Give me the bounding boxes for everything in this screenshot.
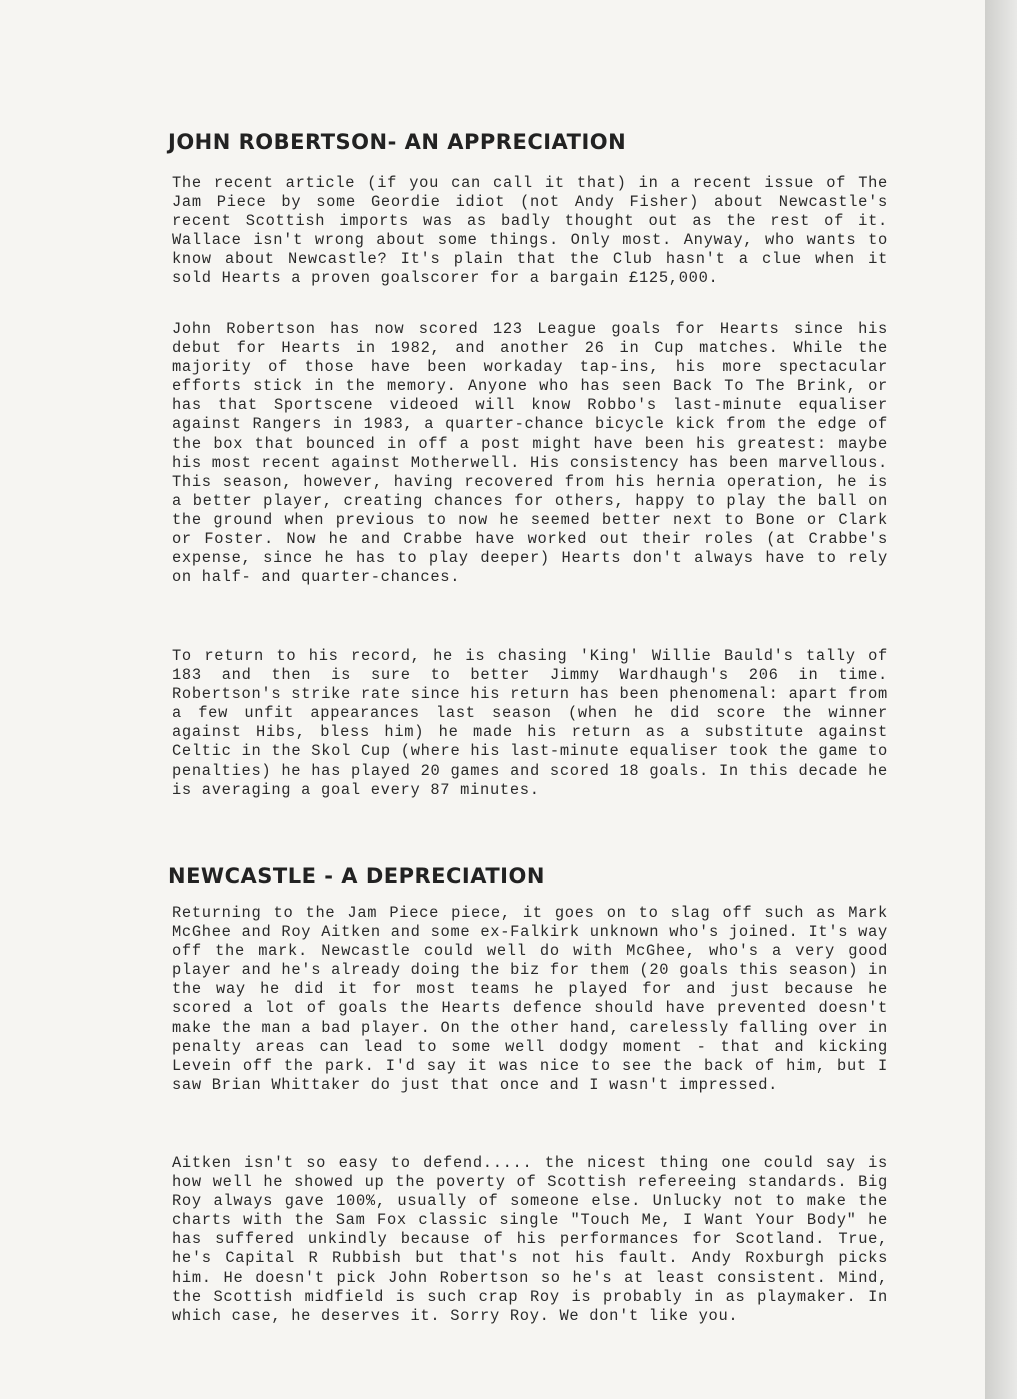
article-paragraph: The recent article (if you can call it that) in a recent issue of The Jam Piece by some Geordie idiot (not Andy Fisher) about Newcastle's recent Scottish imports was as badly thought out as the rest of it. Wallace isn't wrong about some things. Only most. Anyway, who wants to know about Newcastle? It's plain that the Club hasn't a clue when it sold Hearts a proven goalscorer for a bargain £125,000. [172,174,888,288]
page-edge-shadow [985,0,1017,1399]
article-paragraph: Returning to the Jam Piece piece, it goes on to slag off such as Mark McGhee and Roy Aitken and some ex-Falkirk unknown who's joined. It's way off the mark. Newcastle could well do with McGhee, who's a very good player and he's already doing the biz for them (20 goals this season) in the way he did it for most teams he played for and just because he scored a lot of goals the Hearts defence should have prevented doesn't make the man a bad player. On the other hand, carelessly falling over in penalty areas can lead to some well dodgy moment - that and kicking Levein off the park. I'd say it was nice to see the back of him, but I saw Brian Whittaker do just that once and I wasn't impressed. [172,904,888,1094]
article-paragraph: Aitken isn't so easy to defend..... the nicest thing one could say is how well he showed up the poverty of Scottish refereeing standards. Big Roy always gave 100%, usually of someone else. Unlucky not to make the charts with the Sam Fox classic single "Touch Me, I Want Your Body" he has suffered unkindly because of his performances for Scotland. True, he's Capital R Rubbish but that's not his fault. Andy Roxburgh picks him. He doesn't pick John Robertson so he's at least consistent. Mind, the Scottish midfield is such crap Roy is probably in as playmaker. In which case, he deserves it. Sorry Roy. We don't like you. [172,1154,888,1325]
article-heading-appreciation: JOHN ROBERTSON- AN APPRECIATION [168,130,627,154]
article-heading-depreciation: NEWCASTLE - A DEPRECIATION [168,864,545,888]
article-paragraph: To return to his record, he is chasing 'King' Willie Bauld's tally of 183 and then is sure to better Jimmy Wardhaugh's 206 in time. Robertson's strike rate since his return has been phenomenal: apart from a few unfit appearances last season (when he did score the winner against Hibs, bless him) he made his return as a substitute against Celtic in the Skol Cup (where his last-minute equaliser took the game to penalties) he has played 20 games and scored 18 goals. In this decade he is averaging a goal every 87 minutes. [172,647,888,799]
article-paragraph: John Robertson has now scored 123 League goals for Hearts since his debut for Hearts in 1982, and another 26 in Cup matches. While the majority of those have been workaday tap-ins, his more spectacular efforts stick in the memory. Anyone who has seen Back To The Brink, or has that Sportscene videoed will know Robbo's last-minute equaliser against Rangers in 1983, a quarter-chance bicycle kick from the edge of the box that bounced in off a post might have been his greatest: maybe his most recent against Motherwell. His consistency has been marvellous. This season, however, having recovered from his hernia operation, he is a better player, creating chances for others, happy to play the ball on the ground when previous to now he seemed better next to Bone or Clark or Foster. Now he and Crabbe have worked out their roles (at Crabbe's expense, since he has to play deeper) Hearts don't always have to rely on half- and quarter-chances. [172,320,888,587]
